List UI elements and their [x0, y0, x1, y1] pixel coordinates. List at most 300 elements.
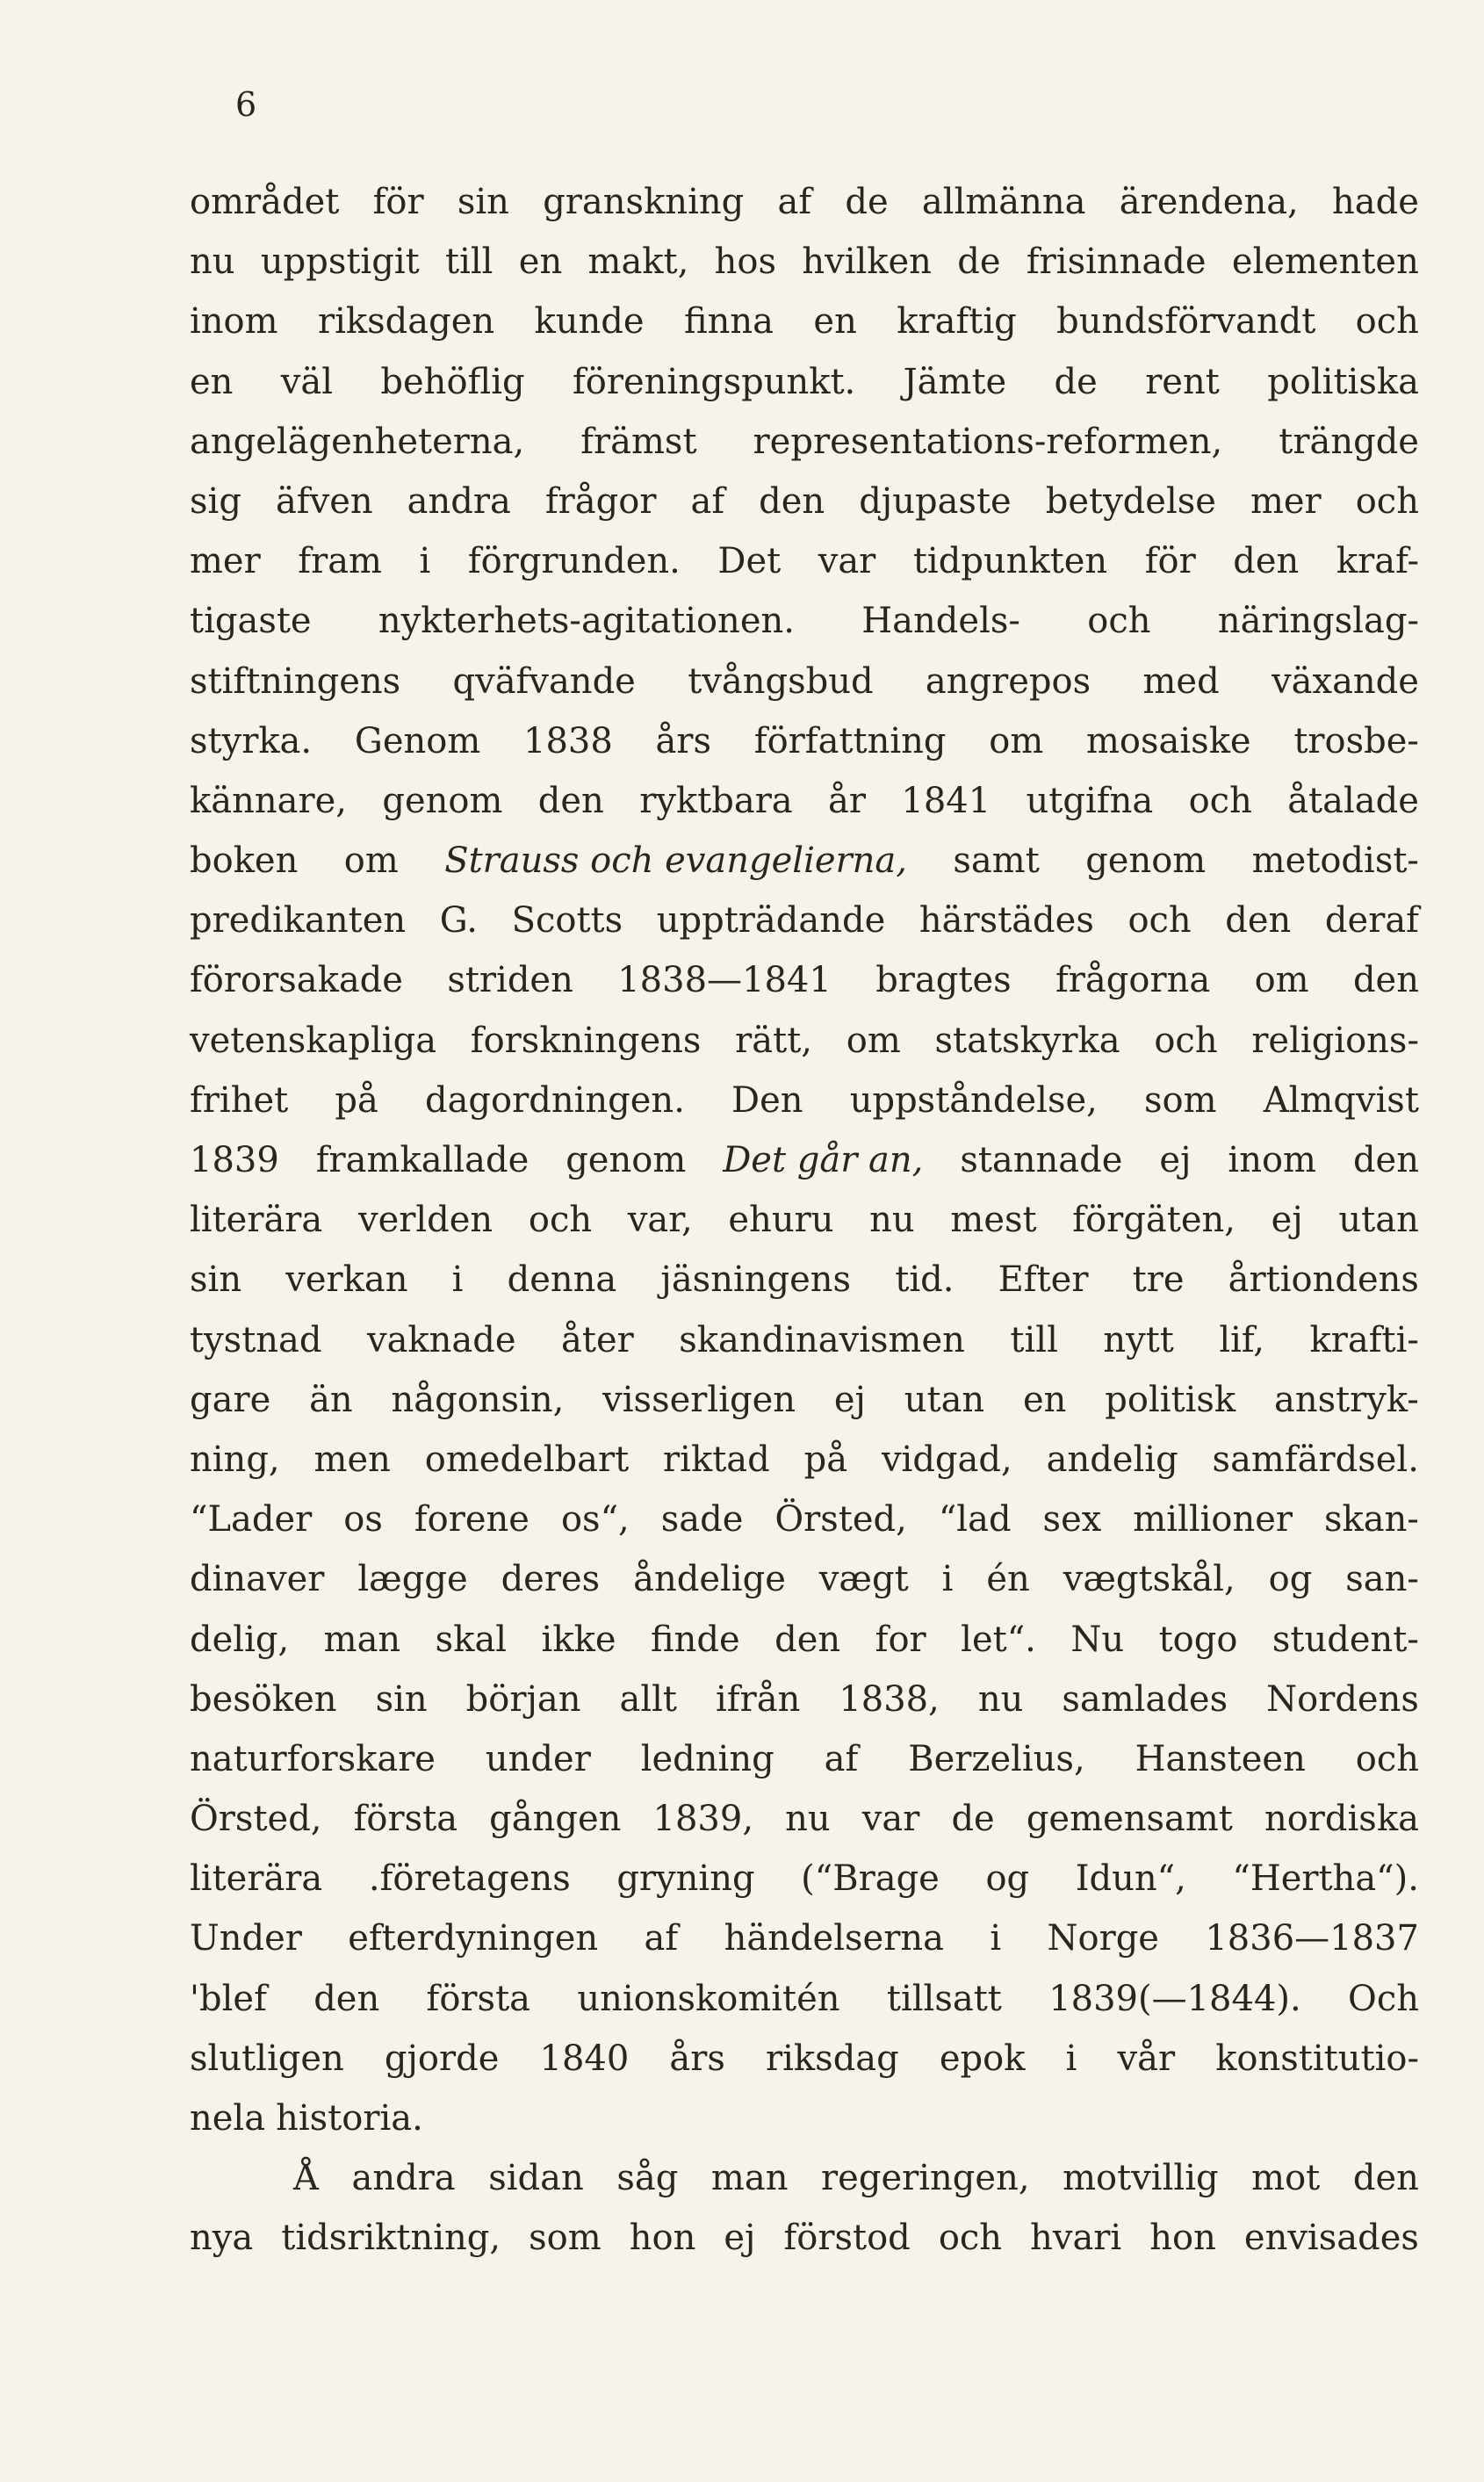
text-line	[190, 1729, 1419, 1789]
text-line	[190, 1969, 1419, 2029]
word: boken	[190, 841, 299, 882]
word: rätt,	[735, 1020, 813, 1061]
word: andelig	[1046, 1439, 1178, 1480]
word: og	[1268, 1559, 1313, 1600]
word: den	[1352, 1140, 1419, 1180]
word: Nordens	[1266, 1678, 1419, 1720]
word: 1838—1841	[617, 960, 832, 1001]
word: verkan	[285, 1259, 408, 1301]
word: i	[1065, 2038, 1077, 2079]
word: någonsin,	[391, 1379, 565, 1420]
text-line	[190, 1011, 1419, 1071]
word: år	[828, 780, 866, 821]
word: Efter	[998, 1259, 1089, 1301]
word: förgrunden.	[467, 541, 681, 582]
word: unionskomitén	[577, 1978, 840, 2019]
word: politisk	[1105, 1379, 1236, 1420]
word: af	[690, 480, 725, 522]
text-line	[190, 2089, 1419, 2148]
word: visserligen	[602, 1379, 796, 1420]
word: de	[1054, 361, 1098, 402]
word: riksdag	[766, 2038, 899, 2079]
word: Den	[731, 1079, 803, 1121]
word: samlades	[1062, 1678, 1228, 1720]
word: af	[824, 1738, 859, 1779]
word: men	[313, 1439, 391, 1480]
word: sig	[190, 480, 241, 522]
word: nu	[785, 1799, 831, 1840]
word: trängde	[1279, 421, 1419, 462]
word: Almqvist	[1263, 1079, 1419, 1121]
word: i	[941, 1559, 954, 1600]
word: händelserna	[724, 1918, 944, 1959]
word: författning	[753, 720, 947, 761]
word: krafti-	[1309, 1319, 1419, 1360]
word: utgifna	[1026, 780, 1154, 821]
text-line	[190, 1549, 1419, 1609]
word: vetenskapliga	[190, 1020, 437, 1061]
word: äfven	[275, 480, 373, 522]
text-line	[190, 172, 1419, 232]
word: för	[1144, 541, 1196, 582]
text-line	[190, 1310, 1419, 1370]
word: nordiska	[1264, 1799, 1419, 1840]
word: i	[451, 1259, 464, 1301]
word: historia.	[276, 2098, 423, 2139]
text-line	[190, 1190, 1419, 1250]
text-line	[190, 652, 1419, 711]
word: åtalade	[1287, 780, 1419, 821]
word: 1839	[190, 1140, 279, 1180]
word: finde	[650, 1619, 740, 1660]
word: Scotts	[511, 900, 623, 942]
word: styrka.	[190, 720, 313, 761]
word: inom	[1228, 1140, 1316, 1180]
word: hade	[1332, 182, 1419, 222]
word: denna	[507, 1259, 617, 1301]
word: 1839,	[652, 1799, 754, 1840]
word: nytt	[1103, 1319, 1174, 1360]
word: och	[1154, 1020, 1218, 1061]
word: ryktbara	[639, 780, 793, 821]
word: om	[846, 1020, 901, 1061]
word: de	[951, 1799, 995, 1840]
text-line	[190, 1430, 1419, 1490]
word: den	[537, 780, 604, 821]
word: ehuru	[728, 1200, 834, 1241]
word: rent	[1145, 361, 1220, 402]
word: om	[989, 720, 1044, 761]
word: forene	[414, 1499, 529, 1540]
word: första	[353, 1799, 458, 1840]
word: riksdagen	[317, 301, 495, 343]
word: betydelse	[1045, 480, 1216, 522]
word: Berzelius,	[908, 1738, 1085, 1779]
word: san-	[1345, 1559, 1419, 1600]
word: om	[343, 841, 399, 882]
word: gryning	[616, 1858, 755, 1900]
text-line	[190, 711, 1419, 771]
word: den	[1233, 541, 1300, 582]
word: anstryk-	[1273, 1379, 1419, 1420]
text-line	[190, 950, 1419, 1010]
word: hos	[714, 242, 777, 283]
word: metodist-	[1251, 841, 1419, 882]
italic-title: Strauss och evangelierna,	[444, 841, 907, 882]
word: granskning	[543, 182, 745, 222]
word: nykterhets-agitationen.	[378, 601, 795, 642]
word: än	[309, 1379, 353, 1420]
text-line	[190, 352, 1419, 412]
word: statskyrka	[934, 1020, 1120, 1061]
word: till	[445, 242, 493, 283]
word: sin	[375, 1678, 428, 1720]
word: växande	[1271, 660, 1419, 702]
word: literära	[190, 1200, 323, 1241]
word: lægge	[357, 1559, 468, 1600]
word: djupaste	[859, 480, 1012, 522]
word: genom	[1085, 841, 1207, 882]
text-line	[190, 1670, 1419, 1729]
word: såg	[616, 2158, 679, 2199]
word: första	[426, 1978, 531, 2019]
word: let“.	[961, 1619, 1036, 1660]
word: naturforskare	[190, 1738, 436, 1779]
word: 1836—1837	[1205, 1918, 1419, 1959]
word: kännare,	[190, 780, 347, 821]
word: nu	[869, 1200, 915, 1241]
word: och	[1355, 480, 1419, 522]
word: besöken	[190, 1678, 337, 1720]
word: om	[1254, 960, 1309, 1001]
text-line	[190, 1610, 1419, 1670]
word: deres	[501, 1559, 601, 1600]
word: tidsriktning,	[281, 2218, 501, 2259]
word: politiska	[1267, 361, 1419, 402]
word: de	[845, 182, 889, 222]
word: Örsted,	[774, 1499, 907, 1540]
word: bragtes	[875, 960, 1012, 1001]
word: “Lader	[190, 1499, 313, 1540]
word: mosaiske	[1085, 720, 1251, 761]
word: gången	[489, 1799, 622, 1840]
word: vægt	[818, 1559, 909, 1600]
text-line	[190, 2029, 1419, 2089]
word: ikke	[541, 1619, 616, 1660]
word: forskningens	[470, 1020, 702, 1061]
word: genom	[566, 1140, 687, 1180]
word: tillsatt	[886, 1978, 1002, 2019]
word: föreningspunkt.	[572, 361, 856, 402]
word: “Hertha“).	[1232, 1858, 1419, 1900]
word: .företagens	[368, 1858, 571, 1900]
word: man	[323, 1619, 401, 1660]
word: och	[938, 2218, 1003, 2259]
word: envisades	[1243, 2218, 1419, 2259]
word: qväfvande	[452, 660, 636, 702]
word: ning,	[190, 1439, 280, 1480]
word: inom	[190, 301, 278, 343]
word: ärendena,	[1119, 182, 1299, 222]
word: lif,	[1219, 1319, 1265, 1360]
word: gare	[190, 1379, 271, 1420]
word: tigaste	[190, 601, 312, 642]
word: finna	[683, 301, 774, 343]
word: ledning	[640, 1738, 774, 1779]
word: epok	[939, 2038, 1026, 2079]
word: omedelbart	[424, 1439, 630, 1480]
text-line	[190, 412, 1419, 472]
word: vidgad,	[881, 1439, 1012, 1480]
word: bundsförvandt	[1056, 301, 1316, 343]
italic-title: Det går an,	[723, 1140, 924, 1180]
word: på	[803, 1439, 848, 1480]
word: Jämte	[903, 361, 1007, 402]
word: andra	[351, 2158, 456, 2199]
word: student-	[1271, 1619, 1419, 1660]
word: främst	[580, 421, 697, 462]
word: slutligen	[190, 2038, 344, 2079]
word: och	[1127, 900, 1192, 942]
word: frågor	[544, 480, 657, 522]
word: religions-	[1251, 1020, 1419, 1061]
word: ej	[1271, 1200, 1303, 1241]
word: literära	[190, 1858, 323, 1900]
word: dagordningen.	[424, 1079, 685, 1121]
word: hon	[629, 2218, 696, 2259]
word: Under	[190, 1918, 302, 1959]
word: och	[1188, 780, 1252, 821]
word: en	[190, 361, 234, 402]
text-line	[190, 1071, 1419, 1130]
word: sin	[190, 1259, 242, 1301]
word: uppträdande	[656, 900, 886, 942]
word: frisinnade	[1026, 242, 1207, 283]
word: angelägenheterna,	[190, 421, 525, 462]
word: tre	[1132, 1259, 1185, 1301]
word: 1838	[523, 720, 613, 761]
word: med	[1142, 660, 1220, 702]
word: frågorna	[1055, 960, 1211, 1001]
word: behöflig	[380, 361, 525, 402]
word: ej	[724, 2218, 756, 2259]
word: härstädes	[918, 900, 1094, 942]
word: och	[1355, 1738, 1419, 1779]
text-line	[190, 531, 1419, 591]
text-line	[190, 232, 1419, 292]
word: den	[759, 480, 825, 522]
word: “lad	[938, 1499, 1012, 1540]
text-line	[190, 1490, 1419, 1549]
word: åter	[561, 1319, 634, 1360]
word: vår	[1117, 2038, 1176, 2079]
word: utan	[1338, 1200, 1419, 1241]
word: sin	[457, 182, 509, 222]
word: kunde	[534, 301, 645, 343]
word: och	[1355, 301, 1419, 343]
word: frihet	[190, 1079, 289, 1121]
word: gjorde	[384, 2038, 500, 2079]
text-line	[190, 472, 1419, 531]
word: en	[518, 242, 563, 283]
word: samt	[953, 841, 1040, 882]
text-line	[190, 831, 1419, 891]
word: stiftningens	[190, 660, 401, 702]
word: samfärdsel.	[1212, 1439, 1419, 1480]
word: togo	[1158, 1619, 1238, 1660]
word: Å	[293, 2158, 319, 2199]
word: förstod	[783, 2218, 911, 2259]
word: Handels-	[861, 601, 1020, 642]
text-line	[190, 292, 1419, 351]
word: allt	[619, 1678, 677, 1720]
word: og	[985, 1858, 1030, 1900]
word: vaknade	[366, 1319, 516, 1360]
word: mer	[190, 541, 261, 582]
word: Norge	[1047, 1918, 1159, 1959]
word: tid.	[895, 1259, 955, 1301]
text-line	[190, 591, 1419, 651]
word: mot	[1251, 2158, 1321, 2199]
word: konstitutio-	[1215, 2038, 1419, 2079]
word: framkallade	[315, 1140, 529, 1180]
word: af	[644, 1918, 679, 1959]
word: én	[986, 1559, 1030, 1600]
word: början	[465, 1678, 581, 1720]
word: Genom	[354, 720, 481, 761]
word: den	[774, 1619, 841, 1660]
word: trosbe-	[1293, 720, 1419, 761]
word: 'blef	[190, 1978, 267, 2019]
word: för	[372, 182, 424, 222]
word: dinaver	[190, 1559, 325, 1600]
word: hon	[1149, 2218, 1216, 2259]
text-line	[190, 2148, 1419, 2208]
word: hvari	[1030, 2218, 1122, 2259]
word: allmänna	[921, 182, 1086, 222]
word: verlden	[357, 1200, 493, 1241]
word: kraftig	[897, 301, 1017, 343]
word: tidpunkten	[912, 541, 1108, 582]
word: kraf-	[1336, 541, 1419, 582]
word: var	[818, 541, 876, 582]
word: de	[957, 242, 1001, 283]
word: fram	[298, 541, 382, 582]
text-line	[190, 1370, 1419, 1430]
word: predikanten	[190, 900, 407, 942]
word: vægtskål,	[1063, 1559, 1235, 1600]
text-line	[190, 1130, 1419, 1190]
word: tvångsbud	[688, 660, 874, 702]
word: den	[313, 1978, 380, 2019]
word: (“Brage	[801, 1858, 940, 1900]
word: mer	[1250, 480, 1322, 522]
word: till	[1010, 1319, 1058, 1360]
word: nu	[190, 242, 235, 283]
word: makt,	[587, 242, 689, 283]
word: stannade	[960, 1140, 1123, 1180]
word: millioner	[1133, 1499, 1293, 1540]
word: nya	[190, 2218, 254, 2259]
word: Örsted,	[190, 1799, 322, 1840]
word: utan	[904, 1379, 985, 1420]
word: skan-	[1324, 1499, 1419, 1540]
word: uppståndelse,	[849, 1079, 1098, 1121]
word: ifrån	[716, 1678, 801, 1720]
word: uppstigit	[260, 242, 420, 283]
word: näringslag-	[1217, 601, 1419, 642]
word: os“,	[560, 1499, 630, 1540]
word: den	[1352, 960, 1419, 1001]
word: sex	[1042, 1499, 1102, 1540]
word: års	[669, 2038, 725, 2079]
word: väl	[280, 361, 334, 402]
word: for	[875, 1619, 926, 1660]
word: andra	[407, 480, 511, 522]
word: efterdyningen	[348, 1918, 599, 1959]
word: nela	[190, 2098, 266, 2139]
word: nu	[977, 1678, 1024, 1720]
text-line	[190, 891, 1419, 950]
word: Det	[717, 541, 782, 582]
word: elementen	[1231, 242, 1419, 283]
text-line	[190, 771, 1419, 831]
word: den	[1352, 2158, 1419, 2199]
word: representations-reformen,	[753, 421, 1223, 462]
word: åndelige	[633, 1559, 786, 1600]
word: ej	[1159, 1140, 1192, 1180]
word: mest	[950, 1200, 1037, 1241]
word: 1839(—1844).	[1048, 1978, 1301, 2019]
text-line	[190, 2208, 1419, 2268]
body-text	[190, 172, 1419, 2269]
word: och	[528, 1200, 593, 1241]
text-line	[190, 1250, 1419, 1310]
word: striden	[447, 960, 573, 1001]
word: ej	[833, 1379, 866, 1420]
word: 1838,	[839, 1678, 940, 1720]
word: skal	[435, 1619, 508, 1660]
word: var	[861, 1799, 920, 1840]
word: regeringen,	[821, 2158, 1030, 2199]
page-number: 6	[235, 85, 257, 124]
word: tystnad	[190, 1319, 322, 1360]
word: Nu	[1070, 1619, 1125, 1660]
word: en	[1023, 1379, 1067, 1420]
text-line	[190, 1908, 1419, 1968]
word: som	[1144, 1079, 1217, 1121]
word: 1840	[539, 2038, 630, 2079]
word: den	[1225, 900, 1292, 942]
word: jäsningens	[660, 1259, 852, 1301]
word: och	[1087, 601, 1151, 642]
word: års	[655, 720, 712, 761]
word: motvillig	[1063, 2158, 1219, 2199]
word: sidan	[488, 2158, 584, 2199]
word: i	[990, 1918, 1002, 1959]
word: på	[335, 1079, 378, 1121]
word: delig,	[190, 1619, 290, 1660]
word: hvilken	[802, 242, 932, 283]
word: genom	[382, 780, 503, 821]
word: 1841	[901, 780, 991, 821]
word: man	[710, 2158, 789, 2199]
word: i	[419, 541, 431, 582]
word: skandinavismen	[679, 1319, 965, 1360]
word: Och	[1348, 1978, 1419, 2019]
word: en	[813, 301, 857, 343]
text-line	[190, 1849, 1419, 1908]
